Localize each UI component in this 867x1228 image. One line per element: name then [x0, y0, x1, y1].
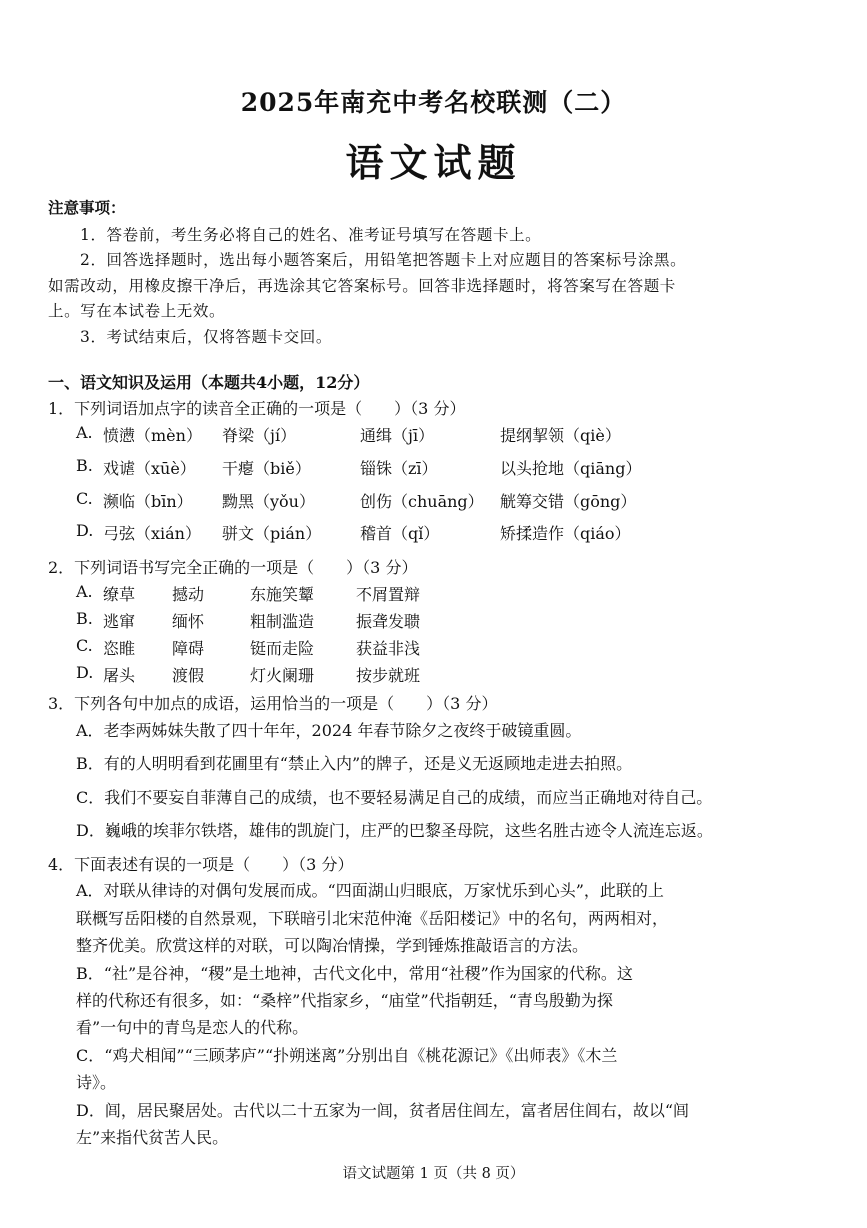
option-word: 觥筹交错（gōng） [500, 492, 637, 511]
q1-stem: 1．下列词语加点字的读音全正确的一项是（ ）（3 分） [48, 399, 466, 418]
option-letter: A. [76, 423, 93, 442]
option-word: 不屑置辩 [356, 585, 421, 604]
option-word: 矫揉造作（qiáo） [500, 524, 631, 543]
option-letter: C. [76, 489, 93, 508]
q3-option-d: D．巍峨的埃菲尔铁塔，雄伟的凯旋门，庄严的巴黎圣母院，这些名胜古迹令人流连忘返。 [76, 821, 713, 840]
q4-option-a-line-3: 整齐优美。欣赏这样的对联，可以陶冶情操，学到锤炼推敲语言的方法。 [76, 936, 589, 955]
option-letter: D. [76, 663, 94, 682]
exam-subject-title: 语文试题 [345, 140, 522, 185]
option-letter: D. [76, 521, 94, 540]
option-letter: B. [76, 456, 93, 475]
option-word: 铤而走险 [250, 639, 315, 658]
option-word: 恣睢 [103, 639, 136, 658]
q3-option-a: A．老李两姊妹失散了四十年年，2024 年春节除夕之夜终于破镜重圆。 [76, 721, 582, 740]
option-word: 以头抢地（qiāng） [500, 459, 642, 478]
option-word: 获益非浅 [356, 639, 421, 658]
q3-option-c: C．我们不要妄自菲薄自己的成绩，也不要轻易满足自己的成绩，而应当正确地对待自己。 [76, 788, 713, 807]
exam-title: 2025年南充中考名校联测（二） [240, 88, 627, 117]
q4-option-a-line-2: 联概写岳阳楼的自然景观，下联暗引北宋范仲淹《岳阳楼记》中的名句，两两相对， [76, 909, 669, 928]
q2-stem: 2．下列词语书写完全正确的一项是（ ）（3 分） [48, 558, 418, 577]
notice-line-2: 2．回答选择题时，选出每小题答案后，用铅笔把答题卡上对应题目的答案标号涂黑。 [80, 251, 687, 269]
option-word: 东施笑颦 [250, 585, 315, 604]
q4-option-b-line-2: 样的代称还有很多，如：“桑梓”代指家乡，“庙堂”代指朝廷，“青鸟殷勤为探 [76, 991, 613, 1010]
option-word: 屠头 [103, 666, 136, 685]
option-word: 锱铢（zī） [360, 459, 438, 478]
option-word: 缭草 [103, 585, 136, 604]
notice-line-1: 1．答卷前，考生务必将自己的姓名、准考证号填写在答题卡上。 [80, 226, 542, 244]
option-word: 弓弦（xián） [103, 524, 201, 543]
page-footer: 语文试题第 1 页（共 8 页） [342, 1166, 525, 1182]
option-word: 灯火阑珊 [250, 666, 315, 685]
option-word: 粗制滥造 [250, 612, 315, 631]
option-word: 创伤（chuāng） [360, 492, 484, 511]
q4-option-b-line-3: 看”一句中的青鸟是恋人的代称。 [76, 1018, 309, 1037]
option-word: 黝黑（yǒu） [222, 492, 315, 511]
option-word: 按步就班 [356, 666, 421, 685]
q4-option-b-line-1: B．“社”是谷神，“稷”是土地神，古代文化中，常用“社稷”作为国家的代称。这 [76, 964, 633, 983]
option-word: 稽首（qǐ） [360, 524, 440, 543]
option-word: 通缉（jī） [360, 426, 435, 445]
option-word: 障碍 [172, 639, 205, 658]
option-word: 逃窜 [103, 612, 136, 631]
option-word: 濒临（bīn） [103, 492, 193, 511]
q3-option-b: B．有的人明明看到花圃里有“禁止入内”的牌子，还是义无返顾地走进去拍照。 [76, 754, 633, 773]
q4-option-d-line-1: D．闾，居民聚居处。古代以二十五家为一闾，贫者居住闾左，富者居住闾右，故以“闾 [76, 1101, 690, 1120]
option-letter: C. [76, 636, 93, 655]
notice-line-5: 3．考试结束后，仅将答题卡交回。 [80, 328, 332, 346]
option-word: 缅怀 [172, 612, 205, 631]
option-letter: A. [76, 582, 93, 601]
option-word: 提纲挈领（qiè） [500, 426, 621, 445]
notice-line-4: 上。写在本试卷上无效。 [48, 302, 226, 320]
q4-option-c-line-2: 诗》。 [76, 1073, 117, 1092]
option-word: 愤懑（mèn） [103, 426, 202, 445]
option-word: 戏谑（xūè） [103, 459, 196, 478]
q4-option-a-line-1: A．对联从律诗的对偶句发展而成。“四面湖山归眼底，万家忧乐到心头”，此联的上 [76, 881, 664, 900]
section-heading: 一、语文知识及运用（本题共4小题，12分） [48, 373, 370, 392]
option-word: 振聋发聩 [356, 612, 421, 631]
q4-option-d-line-2: 左”来指代贫苦人民。 [76, 1128, 229, 1147]
q4-stem: 4．下面表述有误的一项是（ ）（3 分） [48, 855, 354, 874]
q4-option-c-line-1: C．“鸡犬相闻”“三顾茅庐”“扑朔迷离”分别出自《桃花源记》《出师表》《木兰 [76, 1046, 618, 1065]
notice-heading: 注意事项： [48, 198, 126, 217]
option-letter: B. [76, 609, 93, 628]
option-word: 干瘪（biě） [222, 459, 311, 478]
option-word: 渡假 [172, 666, 205, 685]
option-word: 撼动 [172, 585, 205, 604]
notice-line-3: 如需改动，用橡皮擦干净后，再选涂其它答案标号。回答非选择题时，将答案写在答题卡 [48, 277, 676, 295]
option-word: 脊梁（jí） [222, 426, 297, 445]
option-word: 骈文（pián） [222, 524, 322, 543]
q3-stem: 3．下列各句中加点的成语，运用恰当的一项是（ ）（3 分） [48, 694, 498, 713]
